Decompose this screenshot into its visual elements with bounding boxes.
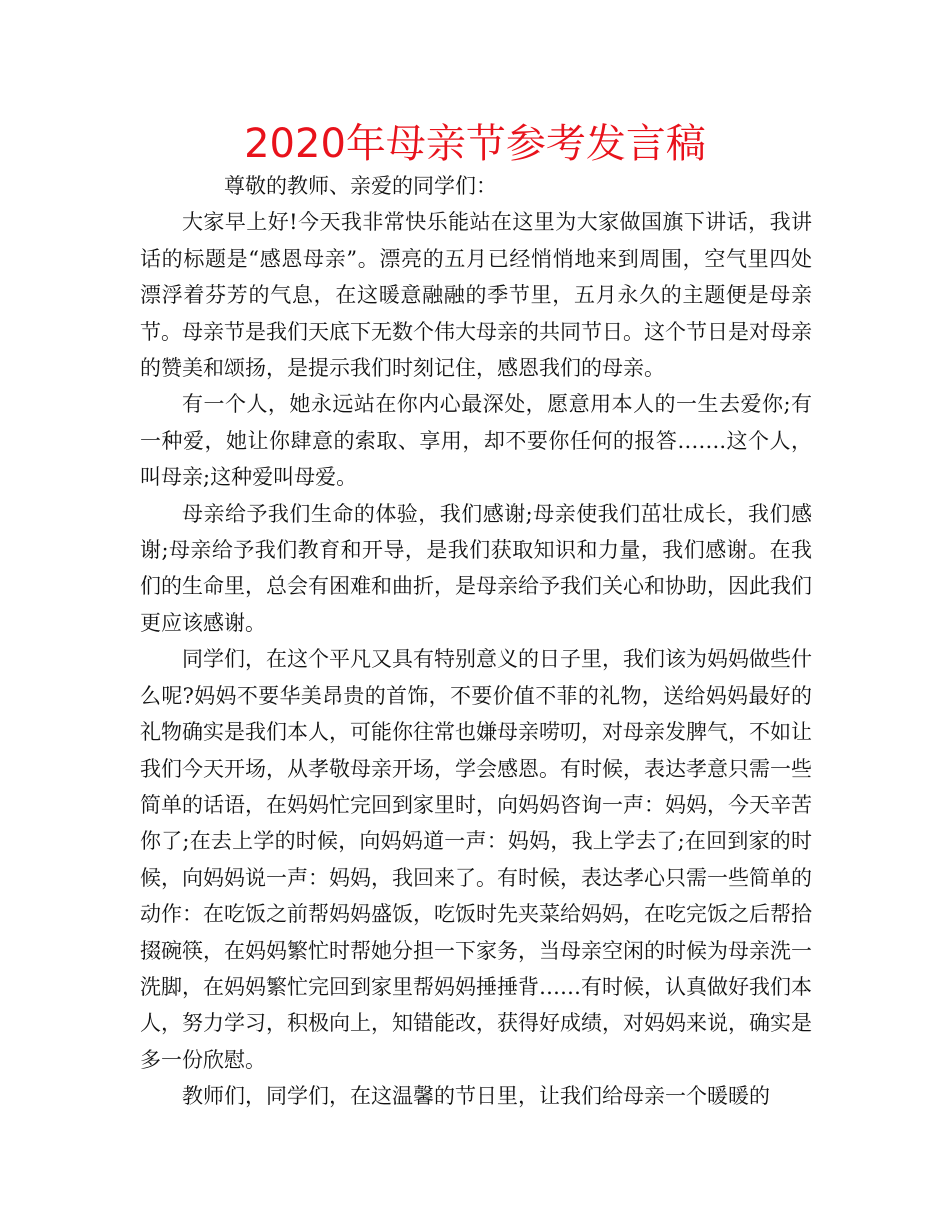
salutation-paragraph: 尊敬的教师、亲爱的同学们： — [224, 174, 497, 198]
body-paragraph: 教师们，同学们，在这温馨的节日里，让我们给母亲一个暖暖的 — [182, 1084, 770, 1109]
body-paragraph: 母亲给予我们生命的体验，我们感谢;母亲使我们茁壮成长，我们感谢;母亲给予我们教育和开导，是我们获取知识和力量，我们感谢。在我们的生命里，总会有困难和曲折，是母亲给予我们关心和协助，因此我们更应该感谢。 — [140, 501, 812, 635]
document-body — [140, 168, 812, 1115]
body-paragraph: 同学们，在这个平凡又具有特别意义的日子里，我们该为妈妈做些什么呢?妈妈不要华美昂贵的首饰，不要价值不菲的礼物，送给妈妈最好的礼物确实是我们本人，可能你往常也嫌母亲唠叨，对母亲发脾气，不如让我们今天开场，从孝敬母亲开场，学会感恩。有时候，表达孝意只需一些简单的话语，在妈妈忙完回到家里时，向妈妈咨询一声：妈妈，今天辛苦你了;在去上学的时候，向妈妈道一声：妈妈，我上学去了;在回到家的时候，向妈妈说一声：妈妈，我回来了。有时候，表达孝心只需一些简单的动作：在吃饭之前帮妈妈盛饭，吃饭时先夹菜给妈妈，在吃完饭之后帮拾掇碗筷，在妈妈繁忙时帮她分担一下家务，当母亲空闲的时候为母亲洗一洗脚，在妈妈繁忙完回到家里帮妈妈捶捶背……有时候，认真做好我们本人，努力学习，积极向上，知错能改，获得好成绩，对妈妈来说，确实是多一份欣慰。 — [140, 647, 812, 1072]
body-paragraph: 大家早上好!今天我非常快乐能站在这里为大家做国旗下讲话，我讲话的标题是“感恩母亲”。漂亮的五月已经悄悄地来到周围，空气里四处漂浮着芬芳的气息，在这暖意融融的季节里，五月永久的主题便是母亲节。母亲节是我们天底下无数个伟大母亲的共同节日。这个节日是对母亲的赞美和颂扬，是提示我们时刻记住，感恩我们的母亲。 — [140, 210, 812, 381]
document-title: 2020年母亲节参考发言稿 — [244, 121, 706, 167]
body-paragraph: 有一个人，她永远站在你内心最深处，愿意用本人的一生去爱你;有一种爱，她让你肆意的索取、享用，却不要你任何的报答…….这个人，叫母亲;这种爱叫母爱。 — [140, 392, 812, 490]
